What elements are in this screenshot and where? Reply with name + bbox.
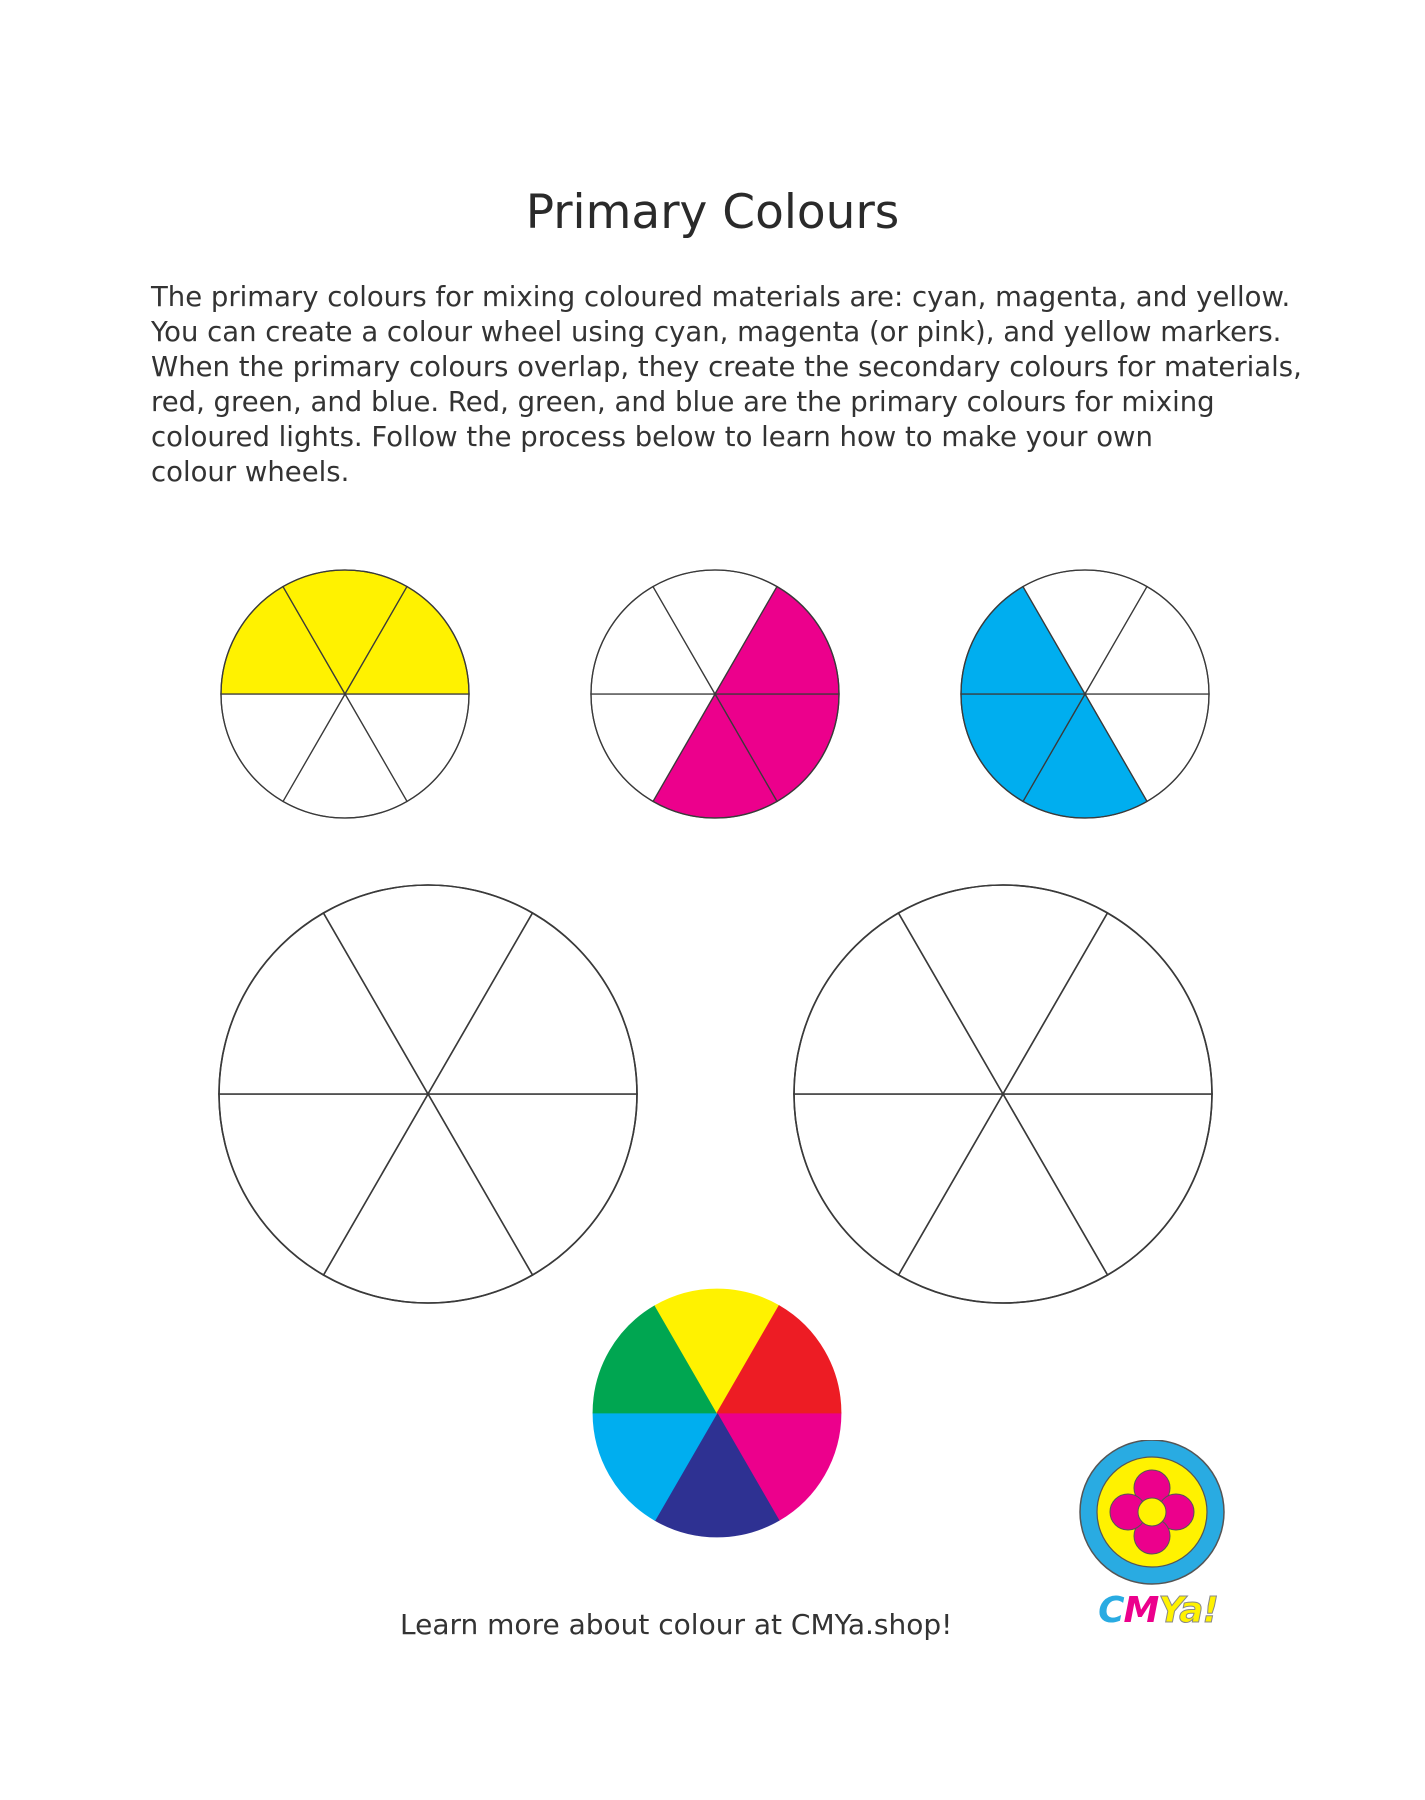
finished-wheel (593, 1289, 841, 1537)
logo-letters-ya: Ya! (1158, 1590, 1218, 1631)
flower-badge-icon (1075, 1440, 1235, 1590)
intro-line: red, green, and blue. Red, green, and blue are the primary colours for mixing (151, 386, 1215, 418)
intro-line: coloured lights. Follow the process below to learn how to make your own (151, 421, 1153, 453)
logo-letter-c: C (1098, 1590, 1124, 1631)
blank-wheel-left (219, 885, 637, 1303)
magenta-wheel (591, 570, 839, 818)
page-title: Primary Colours (525, 185, 900, 240)
intro-line: colour wheels. (151, 456, 350, 488)
blank-wheel-right (794, 885, 1212, 1303)
footer-text: Learn more about colour at CMYa.shop! (400, 1608, 953, 1641)
intro-line: The primary colours for mixing coloured materials are: cyan, magenta, and yellow. (151, 281, 1291, 313)
intro-line: When the primary colours overlap, they create the secondary colours for materials, (151, 351, 1302, 383)
intro-line: You can create a colour wheel using cyan, magenta (or pink), and yellow markers. (151, 316, 1282, 348)
logo-letter-m: M (1123, 1590, 1159, 1631)
cmya-logo (1075, 1440, 1235, 1640)
logo-wordmark (1083, 1590, 1233, 1631)
cyan-wheel (961, 570, 1209, 818)
yellow-wheel (221, 570, 469, 818)
